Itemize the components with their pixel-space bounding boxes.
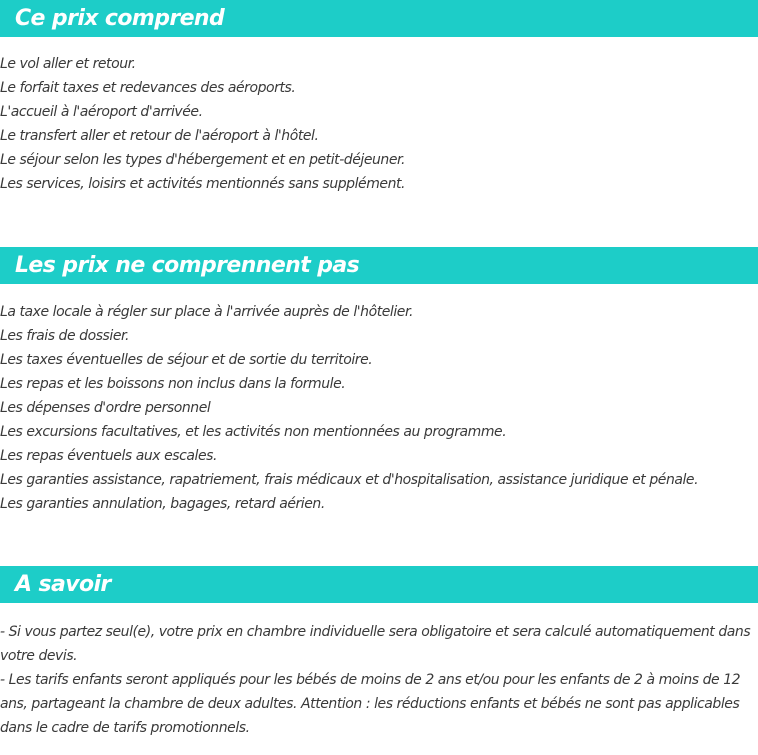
good-to-know-body [0, 620, 758, 740]
list-item: Les dépenses d'ordre personnel [0, 400, 211, 416]
section-title-included: Ce prix comprend [15, 5, 225, 31]
list-item: Le séjour selon les types d'hébergement et en petit-déjeuner. [0, 152, 406, 168]
list-item: Les excursions facultatives, et les activités non mentionnées au programme. [0, 424, 507, 440]
included-list [0, 52, 758, 196]
section-header-included [0, 0, 758, 37]
info-paragraph: - Si vous partez seul(e), votre prix en chambre individuelle sera obligatoire et sera calculé automatiquement dans votre devis. [0, 624, 751, 664]
list-item: Les repas éventuels aux escales. [0, 448, 217, 464]
list-item: Le vol aller et retour. [0, 56, 136, 72]
list-item: Les garanties assistance, rapatriement, frais médicaux et d'hospitalisation, assistance juridique et pénale. [0, 472, 699, 488]
list-item: Les repas et les boissons non inclus dans la formule. [0, 376, 346, 392]
section-included [0, 0, 758, 196]
list-item: Les frais de dossier. [0, 328, 130, 344]
list-item: La taxe locale à régler sur place à l'arrivée auprès de l'hôtelier. [0, 304, 413, 320]
list-item: Les taxes éventuelles de séjour et de sortie du territoire. [0, 352, 373, 368]
list-item: L'accueil à l'aéroport d'arrivée. [0, 104, 203, 120]
list-item: Les garanties annulation, bagages, retard aérien. [0, 496, 325, 512]
info-paragraph: - Les tarifs enfants seront appliqués pour les bébés de moins de 2 ans et/ou pour les enfants de 2 à moins de 12 ans, partageant la chambre de deux adultes. Attention : les réductions enfants et bébés ne sont pas applicables dans le cadre de tarifs promotionnels. [0, 672, 741, 736]
section-good-to-know [0, 566, 758, 740]
list-item: Le forfait taxes et redevances des aéroports. [0, 80, 296, 96]
section-not-included [0, 247, 758, 516]
section-title-good-to-know: A savoir [15, 571, 111, 597]
not-included-list [0, 300, 758, 516]
list-item: Les services, loisirs et activités mentionnés sans supplément. [0, 176, 406, 192]
list-item: Le transfert aller et retour de l'aéroport à l'hôtel. [0, 128, 319, 144]
section-header-not-included [0, 247, 758, 284]
section-header-good-to-know [0, 566, 758, 603]
section-title-not-included: Les prix ne comprennent pas [15, 252, 360, 278]
